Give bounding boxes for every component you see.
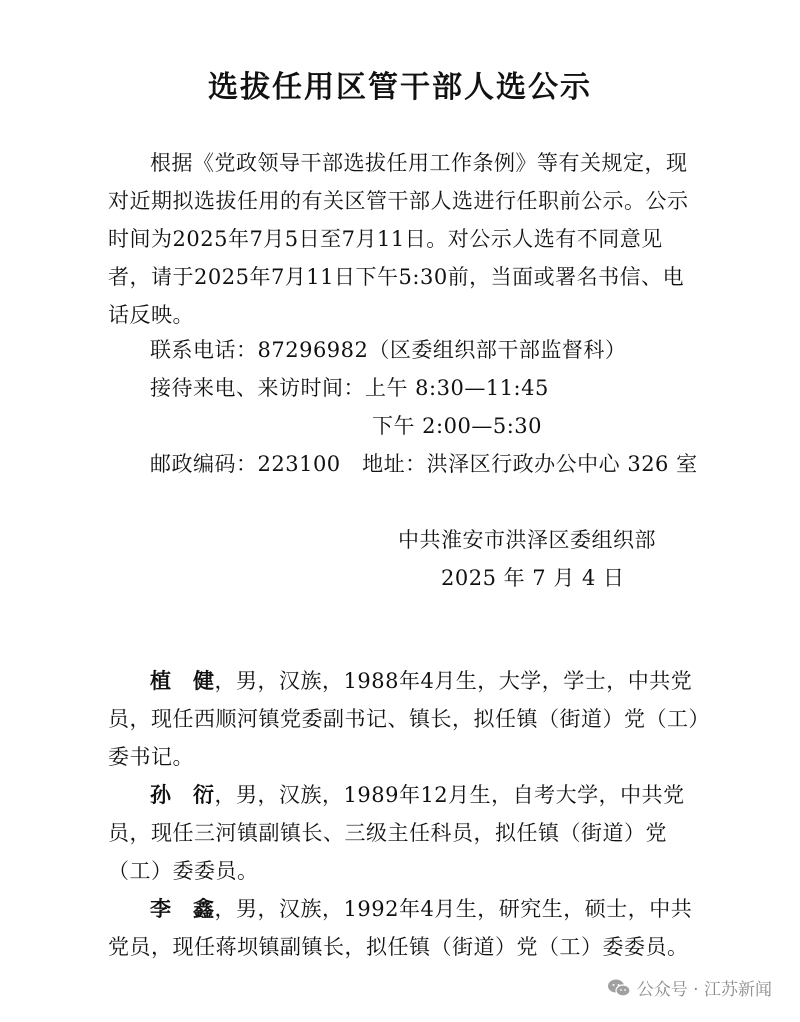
watermark-text: 公众号 · 江苏新闻	[636, 980, 772, 1000]
candidate-name: 李 鑫	[150, 897, 215, 921]
contact-phone: 联系电话：87296982（区委组织部干部监督科）	[150, 338, 627, 362]
reception-hours-afternoon: 下午 2:00—5:30	[372, 414, 542, 438]
candidate-entry	[108, 890, 702, 966]
intro-paragraph: 根据《党政领导干部选拔任用工作条例》等有关规定，现对近期拟选拔任用的有关区管干部人选进行任职前公示。公示时间为2025年7月5日至7月11日。对公示人选有不同意见者，请于2025年7月11日下午5:30前，当面或署名书信、电话反映。	[108, 151, 689, 327]
candidate-entry	[108, 662, 702, 776]
candidate-name: 植 健	[150, 669, 215, 693]
candidate-entry	[108, 776, 702, 890]
candidate-details: ，男，汉族，1988年4月生，大学，学士，中共党员，现任西顺河镇党委副书记、镇长，拟任镇（街道）党（工）委书记。	[108, 669, 700, 769]
signature-org: 中共淮安市洪泽区委组织部	[398, 528, 656, 552]
signature-date: 2025 年 7 月 4 日	[441, 566, 625, 590]
candidate-details: ，男，汉族，1992年4月生，研究生，硕士，中共党员，现任蒋坝镇副镇长，拟任镇（街道）党（工）委委员。	[108, 897, 693, 959]
page-title: 选拔任用区管干部人选公示	[208, 70, 592, 105]
wechat-icon	[607, 978, 631, 998]
postal-address: 邮政编码：223100 地址：洪泽区行政办公中心 326 室	[150, 452, 698, 476]
reception-hours-morning: 接待来电、来访时间：上午 8:30—11:45	[150, 376, 549, 400]
candidate-details: ，男，汉族，1989年12月生，自考大学，中共党员，现任三河镇副镇长、三级主任科员，拟任镇（街道）党（工）委委员。	[108, 783, 685, 883]
source-watermark	[607, 975, 772, 1000]
candidate-name: 孙 衍	[150, 783, 215, 807]
